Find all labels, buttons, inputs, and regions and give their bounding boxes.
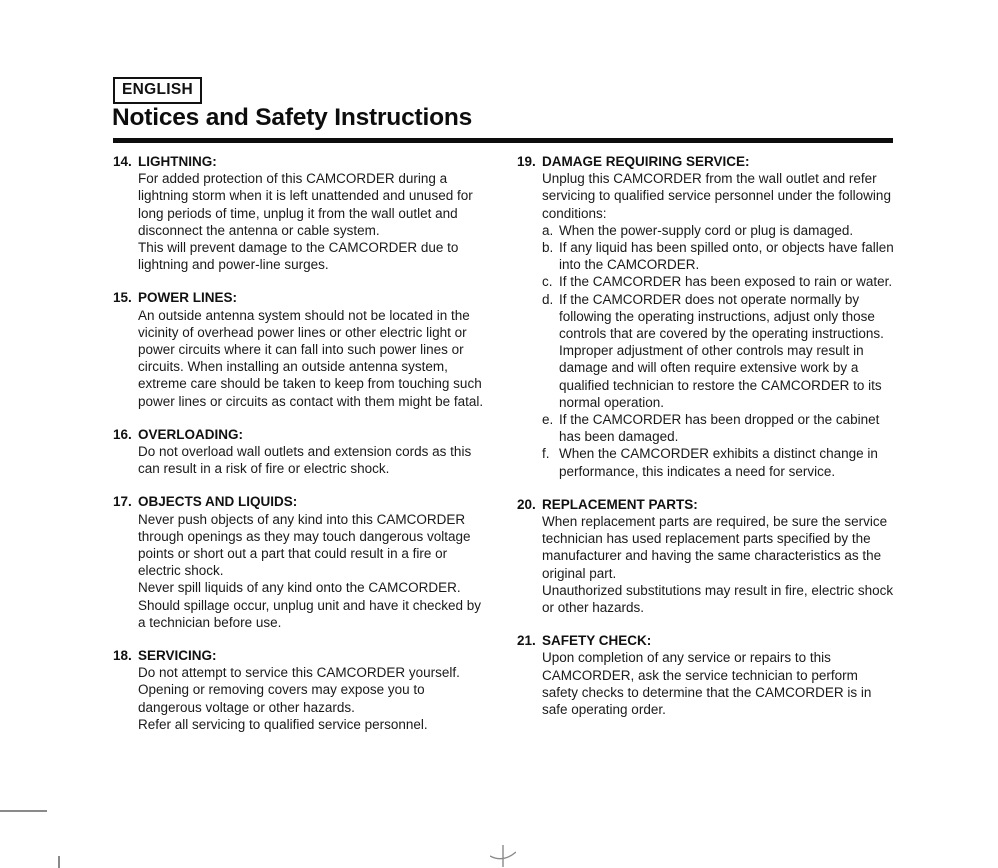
item-text: If the CAMCORDER does not operate normally by following the operating instructions, adjust only those controls that are covered by the operating instructions. Improper adjustment of other controls may result in damage and will often require extensive work by a qualified technician to restore the CAMCORDER to its normal operation. xyxy=(559,291,884,410)
section-number: 19. xyxy=(517,154,536,169)
section-heading: OVERLOADING: xyxy=(138,426,244,442)
section-number: 20. xyxy=(517,496,536,512)
section-body xyxy=(113,664,487,733)
section-header xyxy=(113,426,487,443)
paragraph: Refer all servicing to qualified service personnel. xyxy=(138,716,428,732)
section-header xyxy=(113,647,487,664)
paragraph: Upon completion of any service or repairs to this CAMCORDER, ask the service technician to perform safety checks to determine that the CAMCORDER is in safe operating order. xyxy=(542,650,872,718)
section-heading: DAMAGE REQUIRING SERVICE: xyxy=(542,154,750,169)
lettered-item xyxy=(542,411,895,445)
section-header xyxy=(113,153,487,170)
section-number: 18. xyxy=(113,648,132,664)
lettered-item xyxy=(542,239,895,273)
section-heading: SERVICING: xyxy=(138,648,217,664)
item-letter: c. xyxy=(542,274,553,290)
section-heading: LIGHTNING: xyxy=(138,154,217,169)
page-title: Notices and Safety Instructions xyxy=(112,104,473,131)
paragraph: For added protection of this CAMCORDER during a lightning storm when it is left unattended and unused for long periods of time, unplug it from the wall outlet and disconnect the antenna or cable system. xyxy=(138,171,473,238)
section-body xyxy=(113,443,487,477)
item-text: When the power-supply cord or plug is damaged. xyxy=(559,222,854,238)
item-text: If any liquid has been spilled onto, or objects have fallen into the CAMCORDER. xyxy=(559,240,894,273)
column-right xyxy=(517,153,895,749)
section-body xyxy=(517,513,895,616)
paragraph: This will prevent damage to the CAMCORDER due to lightning and power-line surges. xyxy=(138,240,459,273)
section-header xyxy=(517,496,895,513)
section-heading: OBJECTS AND LIQUIDS: xyxy=(138,494,298,510)
section-body xyxy=(113,170,487,273)
crop-mark-horizontal xyxy=(0,810,47,812)
paragraph: Do not attempt to service this CAMCORDER yourself. xyxy=(138,665,460,681)
paragraph: Opening or removing covers may expose you to dangerous voltage or other hazards. xyxy=(138,682,425,715)
section-header xyxy=(113,493,487,510)
item-letter: e. xyxy=(542,412,554,428)
section xyxy=(517,632,895,718)
lettered-item xyxy=(542,222,895,239)
section xyxy=(113,647,487,733)
item-text: If the CAMCORDER has been dropped or the cabinet has been damaged. xyxy=(559,412,880,445)
section xyxy=(517,496,895,616)
item-letter: a. xyxy=(542,222,554,238)
paragraph: Never spill liquids of any kind onto the CAMCORDER. Should spillage occur, unplug unit and have it checked by a technician before use. xyxy=(138,580,481,630)
section-heading: SAFETY CHECK: xyxy=(542,633,652,649)
paragraph: Do not overload wall outlets and extension cords as this can result in a risk of fire or electric shock. xyxy=(138,444,472,477)
lettered-item xyxy=(542,291,895,411)
column-left xyxy=(113,153,487,749)
section-header xyxy=(517,632,895,649)
section-heading: REPLACEMENT PARTS: xyxy=(542,496,698,512)
paragraph: Unplug this CAMCORDER from the wall outlet and refer servicing to qualified service personnel under the following conditions: xyxy=(542,171,891,221)
section-number: 21. xyxy=(517,633,536,649)
section xyxy=(113,153,487,273)
lettered-item xyxy=(542,273,895,290)
section-header xyxy=(517,153,895,170)
section-number: 17. xyxy=(113,494,132,510)
section-number: 14. xyxy=(113,154,132,169)
item-text: When the CAMCORDER exhibits a distinct change in performance, this indicates a need for service. xyxy=(559,446,878,479)
section-body xyxy=(113,307,487,410)
crop-mark-vertical xyxy=(58,856,60,868)
section xyxy=(517,153,895,480)
section-body xyxy=(517,170,895,480)
section xyxy=(113,426,487,478)
paragraph: Unauthorized substitutions may result in fire, electric shock or other hazards. xyxy=(542,582,894,616)
language-badge: ENGLISH xyxy=(113,77,202,104)
header-rule xyxy=(113,138,893,143)
paragraph: Never push objects of any kind into this CAMCORDER through openings as they may touch dangerous voltage points or short out a part that could result in a fire or electric shock. xyxy=(138,511,471,579)
section-body xyxy=(113,511,487,631)
item-letter: d. xyxy=(542,291,554,307)
section-number: 16. xyxy=(113,426,132,442)
content-columns xyxy=(113,153,895,749)
item-letter: f. xyxy=(542,446,550,462)
paragraph: When replacement parts are required, be sure the service technician has used replacement parts specified by the manufacturer and having the same characteristics as the original part. xyxy=(542,514,888,581)
section-number: 15. xyxy=(113,290,132,306)
item-letter: b. xyxy=(542,240,554,256)
section xyxy=(113,289,487,409)
registration-mark-icon xyxy=(490,844,516,868)
lettered-item xyxy=(542,445,895,479)
section-header xyxy=(113,289,487,306)
paragraph: An outside antenna system should not be located in the vicinity of overhead power lines or other electric light or power circuits where it can fall into such power lines or circuits. When installing an outside antenna system, extreme care should be taken to keep from touching such power lines or circuits as contact with them might be fatal. xyxy=(138,307,484,409)
section-body xyxy=(517,649,895,718)
section-heading: POWER LINES: xyxy=(138,290,238,306)
section xyxy=(113,493,487,631)
item-text: If the CAMCORDER has been exposed to rain or water. xyxy=(559,274,893,290)
